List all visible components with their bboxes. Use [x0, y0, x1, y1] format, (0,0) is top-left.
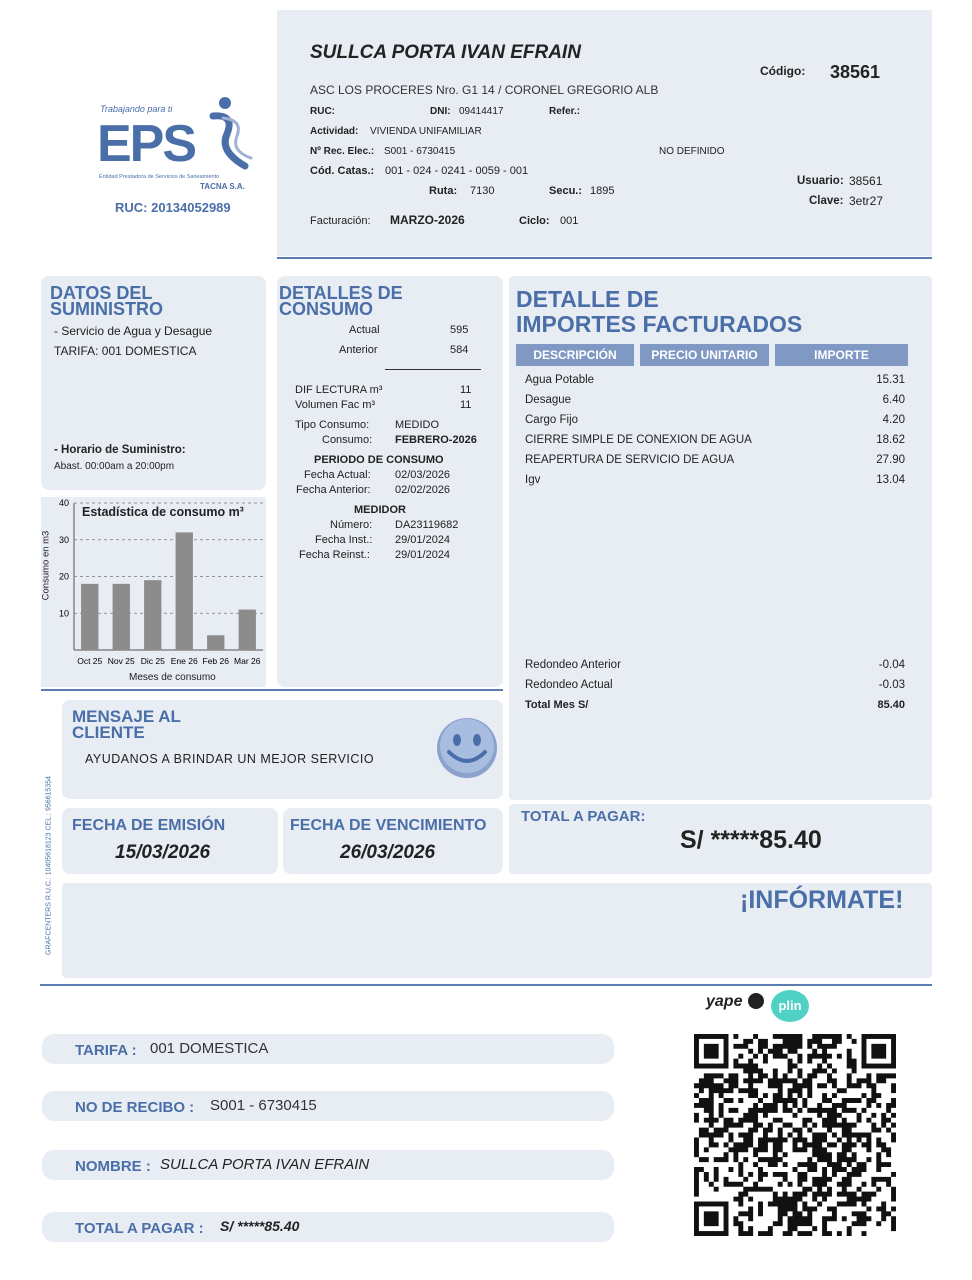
plin-logo: [771, 990, 809, 1022]
ruta-value: 7130: [470, 185, 495, 197]
redondeo-actual-value: -0.03: [878, 679, 905, 691]
vencimiento-label: FECHA DE VENCIMIENTO: [290, 817, 487, 834]
consumo-panel: [277, 276, 503, 687]
tipo-label: Tipo Consumo:: [295, 419, 370, 431]
mensaje-text: AYUDANOS A BRINDAR UN MEJOR SERVICIO: [85, 752, 375, 766]
talon-nombre-label: NOMBRE :: [75, 1158, 151, 1175]
ciclo-value: 001: [560, 215, 579, 227]
qr-finder-center: [704, 1044, 719, 1059]
importe-row: [525, 474, 905, 490]
talon-recibo: [42, 1091, 614, 1121]
consumo-title-1: DETALLES DE: [279, 283, 403, 303]
importes-title-1: DETALLE DE: [516, 286, 659, 312]
total-amount: S/ *****85.40: [680, 826, 822, 854]
importe-row: [525, 374, 905, 390]
periodo-title: PERIODO DE CONSUMO: [314, 454, 444, 466]
chart-ytick-label: 10: [58, 608, 69, 619]
actual-label: Actual: [349, 324, 380, 336]
redondeo-actual-label: Redondeo Actual: [525, 679, 613, 691]
fecha-actual-label: Fecha Actual:: [304, 469, 371, 481]
importe-desc: CIERRE SIMPLE DE CONEXION DE AGUA: [525, 434, 752, 446]
clave-value: 3etr27: [849, 194, 884, 208]
chart-ytick-label: 20: [58, 571, 69, 582]
inst-label: Fecha Inst.:: [315, 534, 373, 546]
vol-label: Volumen Fac m³: [295, 399, 376, 411]
total-mes-label: Total Mes S/: [525, 699, 589, 711]
chart-xtick-label: Feb 26: [202, 656, 229, 666]
importe-row: [525, 414, 905, 430]
fecha-anterior-value: 02/02/2026: [395, 484, 451, 496]
logo-text: EPS: [97, 115, 196, 173]
importe-value: 4.20: [882, 414, 905, 426]
redondeo-anterior-label: Redondeo Anterior: [525, 659, 621, 671]
talon-tarifa-label: TARIFA :: [75, 1042, 137, 1059]
chart-ytick-label: 30: [58, 534, 69, 545]
emision-label: FECHA DE EMISIÓN: [72, 817, 226, 834]
consumption-chart: [41, 497, 266, 687]
yape-badge-icon: [748, 993, 764, 1009]
actividad-label: Actividad:: [310, 126, 359, 137]
importe-desc: Desague: [525, 394, 572, 406]
consumo-value: FEBRERO-2026: [395, 434, 477, 446]
chart-xtick-label: Mar 26: [234, 656, 261, 666]
refer-label: Refer.:: [549, 106, 581, 117]
importe-value: 13.04: [876, 474, 905, 486]
plin-label: plin: [778, 998, 802, 1013]
total-mes-value: 85.40: [877, 699, 905, 711]
talon-nombre: [42, 1150, 614, 1180]
importe-value: 6.40: [882, 394, 905, 406]
secu-value: 1895: [590, 185, 615, 197]
lectura-underline: [385, 369, 481, 370]
clave-label: Clave:: [809, 195, 844, 207]
col-header-precio: PRECIO UNITARIO: [640, 344, 769, 366]
logo-entity: Entidad Prestadora de Servicios de Saneamiento: [99, 174, 220, 180]
codigo-label: Código:: [760, 64, 806, 78]
reinst-value: 29/01/2024: [395, 549, 451, 561]
talon-total: [42, 1212, 614, 1242]
total-label: TOTAL A PAGAR:: [521, 808, 646, 825]
qr-finder-center: [871, 1044, 886, 1059]
ruc-label: RUC:: [310, 106, 335, 117]
printer-note: GRAFCENTERS R.U.C.: 10405618123 CEL.: 956615354: [45, 776, 53, 955]
mensaje-title-1: MENSAJE AL: [72, 707, 181, 726]
vol-value: 11: [460, 399, 472, 411]
redondeo-anterior-value: -0.04: [878, 659, 905, 671]
anterior-value: 584: [450, 344, 469, 356]
vencimiento-date: 26/03/2026: [340, 842, 436, 863]
chart-ytick-label: 40: [58, 498, 69, 508]
chart-xtick-label: Dic 25: [140, 656, 165, 666]
horario-label: - Horario de Suministro:: [54, 444, 186, 456]
talon-total-label: TOTAL A PAGAR :: [75, 1220, 204, 1237]
talon-tarifa: [42, 1034, 614, 1064]
informate-text: ¡INFÓRMATE!: [740, 886, 904, 914]
importe-desc: REAPERTURA DE SERVICIO DE AGUA: [525, 454, 735, 466]
mensaje-title-2: CLIENTE: [72, 723, 145, 742]
talon-recibo-value: S001 - 6730415: [210, 1097, 317, 1114]
importe-desc: Agua Potable: [525, 374, 595, 386]
ciclo-label: Ciclo:: [519, 215, 550, 227]
anterior-label: Anterior: [339, 344, 378, 356]
tipo-value: MEDIDO: [395, 419, 439, 431]
col-header-descripcion: DESCRIPCIÓN: [516, 344, 634, 366]
qr-finder-center: [704, 1211, 719, 1226]
total-mes-row: [525, 699, 905, 715]
facturacion-label: Facturación:: [310, 215, 371, 227]
col-header-importe: IMPORTE: [775, 344, 908, 366]
left-divider: [41, 689, 503, 691]
suministro-title-1: DATOS DEL: [50, 283, 153, 303]
logo-wave-icon: [195, 96, 253, 171]
importe-row: [525, 394, 905, 410]
usuario-label: Usuario:: [797, 175, 844, 187]
smiley-icon: [435, 716, 499, 780]
chart-xtick-label: Oct 25: [77, 656, 103, 666]
chart-xtick-label: Nov 25: [107, 656, 135, 666]
logo-tagline: Trabajando para ti: [100, 104, 173, 114]
rec-elec-label: Nº Rec. Elec.:: [310, 146, 375, 157]
facturacion-value: MARZO-2026: [390, 213, 465, 227]
importe-desc: Cargo Fijo: [525, 414, 579, 426]
fecha-anterior-label: Fecha Anterior:: [296, 484, 371, 496]
numero-value: DA23119682: [395, 519, 459, 531]
logo-city: TACNA S.A.: [200, 182, 245, 191]
payment-qr-code: [694, 1034, 896, 1236]
horario-value: Abast. 00:00am a 20:00pm: [54, 461, 175, 472]
chart-bar: [239, 610, 256, 650]
chart-title: Estadística de consumo m³: [82, 505, 244, 519]
suministro-title-2: SUMINISTRO: [50, 299, 164, 319]
talon-nombre-value: SULLCA PORTA IVAN EFRAIN: [160, 1156, 370, 1173]
dni-label: DNI:: [430, 106, 451, 117]
talon-total-value: S/ *****85.40: [220, 1218, 300, 1234]
rec-elec-value: S001 - 6730415: [384, 146, 456, 157]
header-divider: [277, 257, 932, 259]
importe-value: 15.31: [876, 374, 905, 386]
chart-bar: [176, 532, 193, 650]
yape-logo: [706, 993, 764, 1017]
actual-value: 595: [450, 324, 469, 336]
customer-address: ASC LOS PROCERES Nro. G1 14 / CORONEL GREGORIO ALB: [310, 83, 659, 97]
importe-value: 18.62: [876, 434, 905, 446]
dif-label: DIF LECTURA m³: [295, 384, 383, 396]
medidor-title: MEDIDOR: [354, 504, 406, 516]
chart-bar: [81, 584, 98, 650]
chart-bar: [144, 580, 161, 650]
redondeo-actual-row: [525, 679, 905, 695]
talon-tarifa-value: 001 DOMESTICA: [150, 1040, 269, 1057]
importe-desc: Igv: [525, 474, 541, 486]
customer-name: SULLCA PORTA IVAN EFRAIN: [310, 42, 581, 63]
chart-xlabel: Meses de consumo: [129, 672, 216, 683]
actividad-value: VIVIENDA UNIFAMILIAR: [370, 126, 482, 137]
company-logo: [95, 96, 255, 216]
chart-bar: [207, 635, 224, 650]
yape-label: yape: [706, 993, 743, 1010]
importe-row: [525, 434, 905, 450]
talon-recibo-label: NO DE RECIBO :: [75, 1099, 195, 1116]
chart-bar: [113, 584, 130, 650]
catas-value: 001 - 024 - 0241 - 0059 - 001: [385, 165, 529, 177]
importe-value: 27.90: [876, 454, 905, 466]
inst-value: 29/01/2024: [395, 534, 451, 546]
chart-ylabel: Consumo en m3: [40, 530, 52, 601]
fecha-actual-value: 02/03/2026: [395, 469, 451, 481]
codigo-value: 38561: [830, 62, 881, 82]
servicio-text: - Servicio de Agua y Desague: [54, 324, 213, 338]
consumo-title-2: CONSUMO: [279, 299, 373, 319]
importe-row: [525, 454, 905, 470]
emision-date: 15/03/2026: [115, 842, 211, 863]
tarifa-text: TARIFA: 001 DOMESTICA: [54, 344, 197, 358]
talon-divider: [40, 984, 932, 986]
catas-label: Cód. Catas.:: [310, 165, 375, 177]
redondeo-anterior-row: [525, 659, 905, 675]
reinst-label: Fecha Reinst.:: [299, 549, 370, 561]
secu-label: Secu.:: [549, 185, 583, 197]
dni-value: 09414417: [459, 106, 504, 117]
usuario-value: 38561: [849, 174, 883, 188]
logo-ruc: RUC: 20134052989: [115, 200, 231, 215]
ruta-label: Ruta:: [429, 185, 458, 197]
importes-title-2: IMPORTES FACTURADOS: [516, 311, 803, 337]
no-definido: NO DEFINIDO: [659, 146, 725, 157]
chart-xtick-label: Ene 26: [170, 656, 198, 666]
dif-value: 11: [460, 384, 472, 396]
numero-label: Número:: [330, 519, 373, 531]
consumo-label: Consumo:: [322, 434, 373, 446]
